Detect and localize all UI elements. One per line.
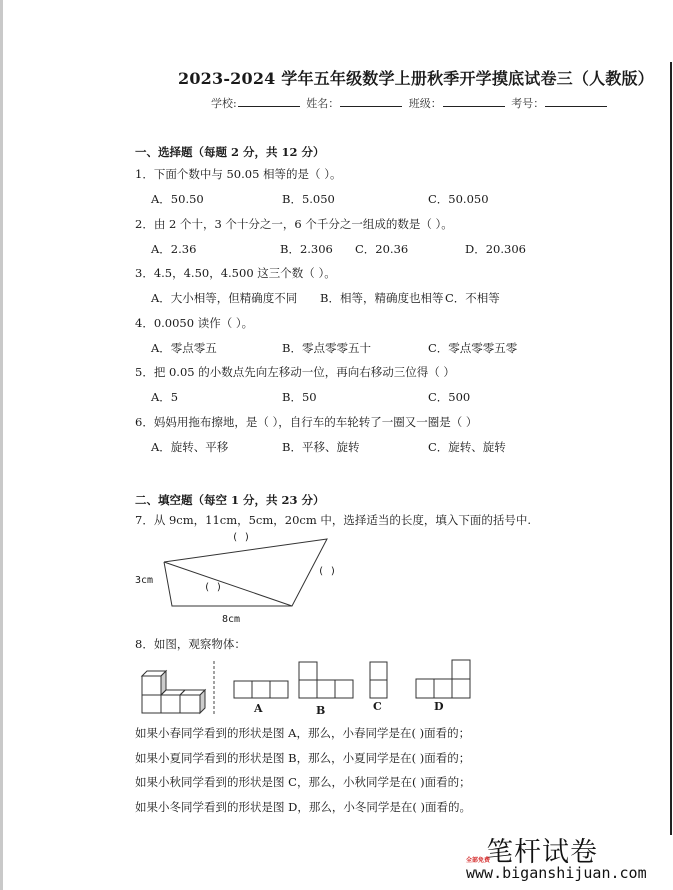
student-info-row: [211, 95, 610, 111]
view-c-drawing: [370, 662, 387, 698]
section2-heading: 二、填空题（每空 1 分，共 23 分）: [135, 493, 325, 507]
q8-line-d: 如果小冬同学看到的形状是图 D，那么，小冬同学是在( )面看的。: [135, 800, 472, 814]
q3-option-a: A．大小相等，但精确度不同: [151, 291, 298, 305]
name-label: 姓名：: [306, 97, 340, 110]
q1-option-a: A．50.50: [151, 192, 204, 206]
view-label-a: A: [254, 702, 263, 715]
q2-option-a: A．2.36: [151, 242, 197, 256]
cube-views-figure: [135, 655, 475, 720]
q8-line-a: 如果小春同学看到的形状是图 A，那么，小春同学是在( )面看的；: [135, 726, 471, 740]
q2-option-c: C．20.36: [355, 242, 409, 256]
q3-option-b: B．相等，精确度也相等: [320, 291, 444, 305]
cube-object-drawing: [142, 671, 205, 713]
school-blank[interactable]: [238, 96, 300, 107]
q1-option-b: B．5.050: [282, 192, 335, 206]
class-blank[interactable]: [443, 96, 505, 107]
q7-right-blank[interactable]: ( ): [318, 566, 337, 577]
question-3-stem: 3．4.5，4.50，4.500 这三个数（ ）。: [135, 266, 336, 280]
watermark-url: www.biganshijuan.com: [466, 864, 647, 882]
question-1-stem: 1．下面个数中与 50.05 相等的是（ ）。: [135, 167, 342, 181]
q4-option-a: A．零点零五: [151, 341, 217, 355]
page-right-border: [670, 62, 672, 835]
page-left-edge: [0, 0, 3, 890]
q7-bottom-label: 8cm: [222, 614, 241, 625]
q4-option-c: C．零点零零五零: [428, 341, 518, 355]
q7-diagonal-blank[interactable]: ( ): [204, 582, 223, 593]
watermark-free-tag: 全部免费: [466, 857, 491, 864]
question-2-stem: 2．由 2 个十，3 个十分之一，6 个千分之一组成的数是（ ）。: [135, 217, 453, 231]
exam-number-blank[interactable]: [545, 96, 607, 107]
q1-option-c: C．50.050: [428, 192, 489, 206]
question-7-stem: 7．从 9cm，11cm，5cm，20cm 中，选择适当的长度，填入下面的括号中.: [135, 513, 532, 527]
q8-line-b: 如果小夏同学看到的形状是图 B，那么，小夏同学是在( )面看的；: [135, 751, 471, 765]
q8-line-c: 如果小秋同学看到的形状是图 C，那么，小秋同学是在( )面看的；: [135, 775, 471, 789]
class-label: 班级：: [408, 97, 442, 110]
q4-option-b: B．零点零零五十: [282, 341, 371, 355]
view-label-d: D: [434, 700, 444, 713]
q2-option-d: D．20.306: [465, 242, 526, 256]
q6-option-c: C．旋转、旋转: [428, 440, 506, 454]
question-6-stem: 6．妈妈用拖布擦地，是（ ），自行车的车轮转了一圈又一圈是（ ）: [135, 415, 478, 429]
view-label-c: C: [373, 700, 382, 713]
school-label: 学校:: [211, 97, 237, 110]
page-title: 2023-2024 学年五年级数学上册秋季开学摸底试卷三（人教版）: [178, 69, 654, 88]
watermark-brand: 笔杆试卷: [486, 837, 598, 868]
exam-number-label: 考号：: [511, 97, 545, 110]
q5-option-b: B．50: [282, 390, 317, 404]
q6-option-b: B．平移、旋转: [282, 440, 360, 454]
name-blank[interactable]: [340, 96, 402, 107]
q5-option-a: A．5: [151, 390, 179, 404]
section1-heading: 一、选择题（每题 2 分，共 12 分）: [135, 145, 325, 159]
view-label-b: B: [316, 704, 326, 717]
q7-top-blank[interactable]: ( ): [232, 532, 251, 543]
view-d-drawing: [416, 660, 470, 698]
q2-option-b: B．2.306: [280, 242, 333, 256]
view-b-drawing: [299, 662, 353, 698]
q5-option-c: C．500: [428, 390, 471, 404]
q3-option-c: C．不相等: [445, 291, 500, 305]
view-a-drawing: [234, 681, 288, 698]
q7-left-label: 3cm: [135, 575, 154, 586]
question-4-stem: 4．0.0050 读作（ ）。: [135, 316, 254, 330]
question-8-stem: 8．如图，观察物体：: [135, 637, 246, 651]
q6-option-a: A．旋转、平移: [151, 440, 229, 454]
question-5-stem: 5．把 0.05 的小数点先向左移动一位，再向右移动三位得（ ）: [135, 365, 455, 379]
